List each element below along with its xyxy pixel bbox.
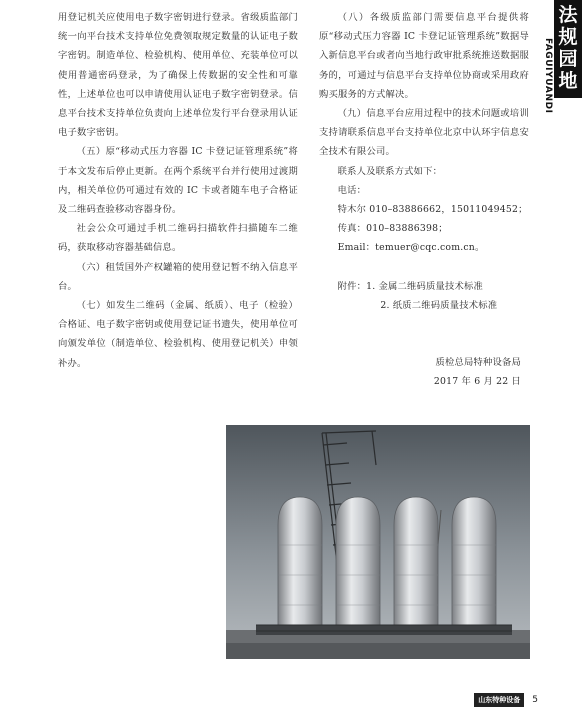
attachments	[319, 277, 529, 315]
signature-date: 2017 年 6 月 22 日	[433, 376, 521, 388]
page-footer	[474, 693, 538, 707]
industrial-tanks-photo	[226, 425, 530, 659]
signature-block	[319, 353, 529, 391]
email-line: Email：temuer@cqc.com.cn。	[337, 242, 485, 254]
attachment-item: 附件：1. 金属二维码质量技术标准	[337, 280, 483, 292]
signature-org: 质检总局特种设备局	[435, 357, 521, 369]
section-title-cn	[554, 0, 582, 98]
section-title-char: 规	[558, 26, 578, 48]
phone-line: 特木尔 010–83886662，15011049452；	[337, 204, 528, 216]
paragraph: 社会公众可通过手机二维码扫描软件扫描随车二维码，获取移动容器基础信息。	[58, 223, 298, 254]
contact-heading: 联系人及联系方式如下：	[337, 165, 443, 177]
phone-label: 电话：	[337, 184, 367, 196]
paragraph: （七）如发生二维码（金属、纸质）、电子（检验）合格证、电子数字密钥或使用登记证书遗失，使用单位可向颁发单位（制造单位、检验机构、使用登记机关）申领补办。	[58, 300, 298, 369]
left-column	[58, 8, 298, 373]
section-tab	[536, 0, 582, 130]
page-number: 5	[532, 695, 538, 705]
contact-block	[319, 162, 529, 258]
paragraph: 用登记机关应使用电子数字密钥进行登录。省级质监部门统一向平台技术支持单位免费领取规定数量的认证电子数字密钥。制造单位、检验机构、使用单位、充装单位可以使用普通密码登录，为了确保上传数据的安全性和可靠性，上述单位也可以申请使用认证电子数字密钥登录。信息平台技术支持单位负责向上述单位发行平台登录用认证电子数字密钥。	[58, 12, 298, 139]
section-title-char: 园	[558, 48, 578, 70]
section-title-char: 法	[558, 4, 578, 26]
fax-line: 传真：010–83886398；	[337, 223, 448, 235]
section-title-char: 地	[558, 70, 578, 92]
paragraph: （八）各级质监部门需要信息平台提供将原“移动式压力容器 IC 卡登记证管理系统”数据导入新信息平台或者向当地行政审批系统推送数据服务的，可通过与信息平台支持单位协商或采用政府购买服务的方式解决。	[319, 12, 529, 100]
attachment-item: 2. 纸质二维码质量技术标准	[380, 299, 498, 311]
right-column	[319, 8, 529, 391]
paragraph: （九）信息平台应用过程中的技术问题或培训支持请联系信息平台支持单位北京中认环宇信息安全技术有限公司。	[319, 108, 529, 158]
paragraph: （五）原“移动式压力容器 IC 卡登记证管理系统”将于本文发布后停止更新。在两个系统平台并行使用过渡期内，相关单位仍可通过有效的 IC 卡或者随车电子合格证及二维码查验移动容器身份。	[58, 146, 298, 216]
section-title-en: FAGUIYUANDI	[543, 38, 553, 114]
paragraph: （六）租赁国外产权罐箱的使用登记暂不纳入信息平台。	[58, 261, 298, 292]
journal-name: 山东特种设备	[474, 693, 524, 707]
